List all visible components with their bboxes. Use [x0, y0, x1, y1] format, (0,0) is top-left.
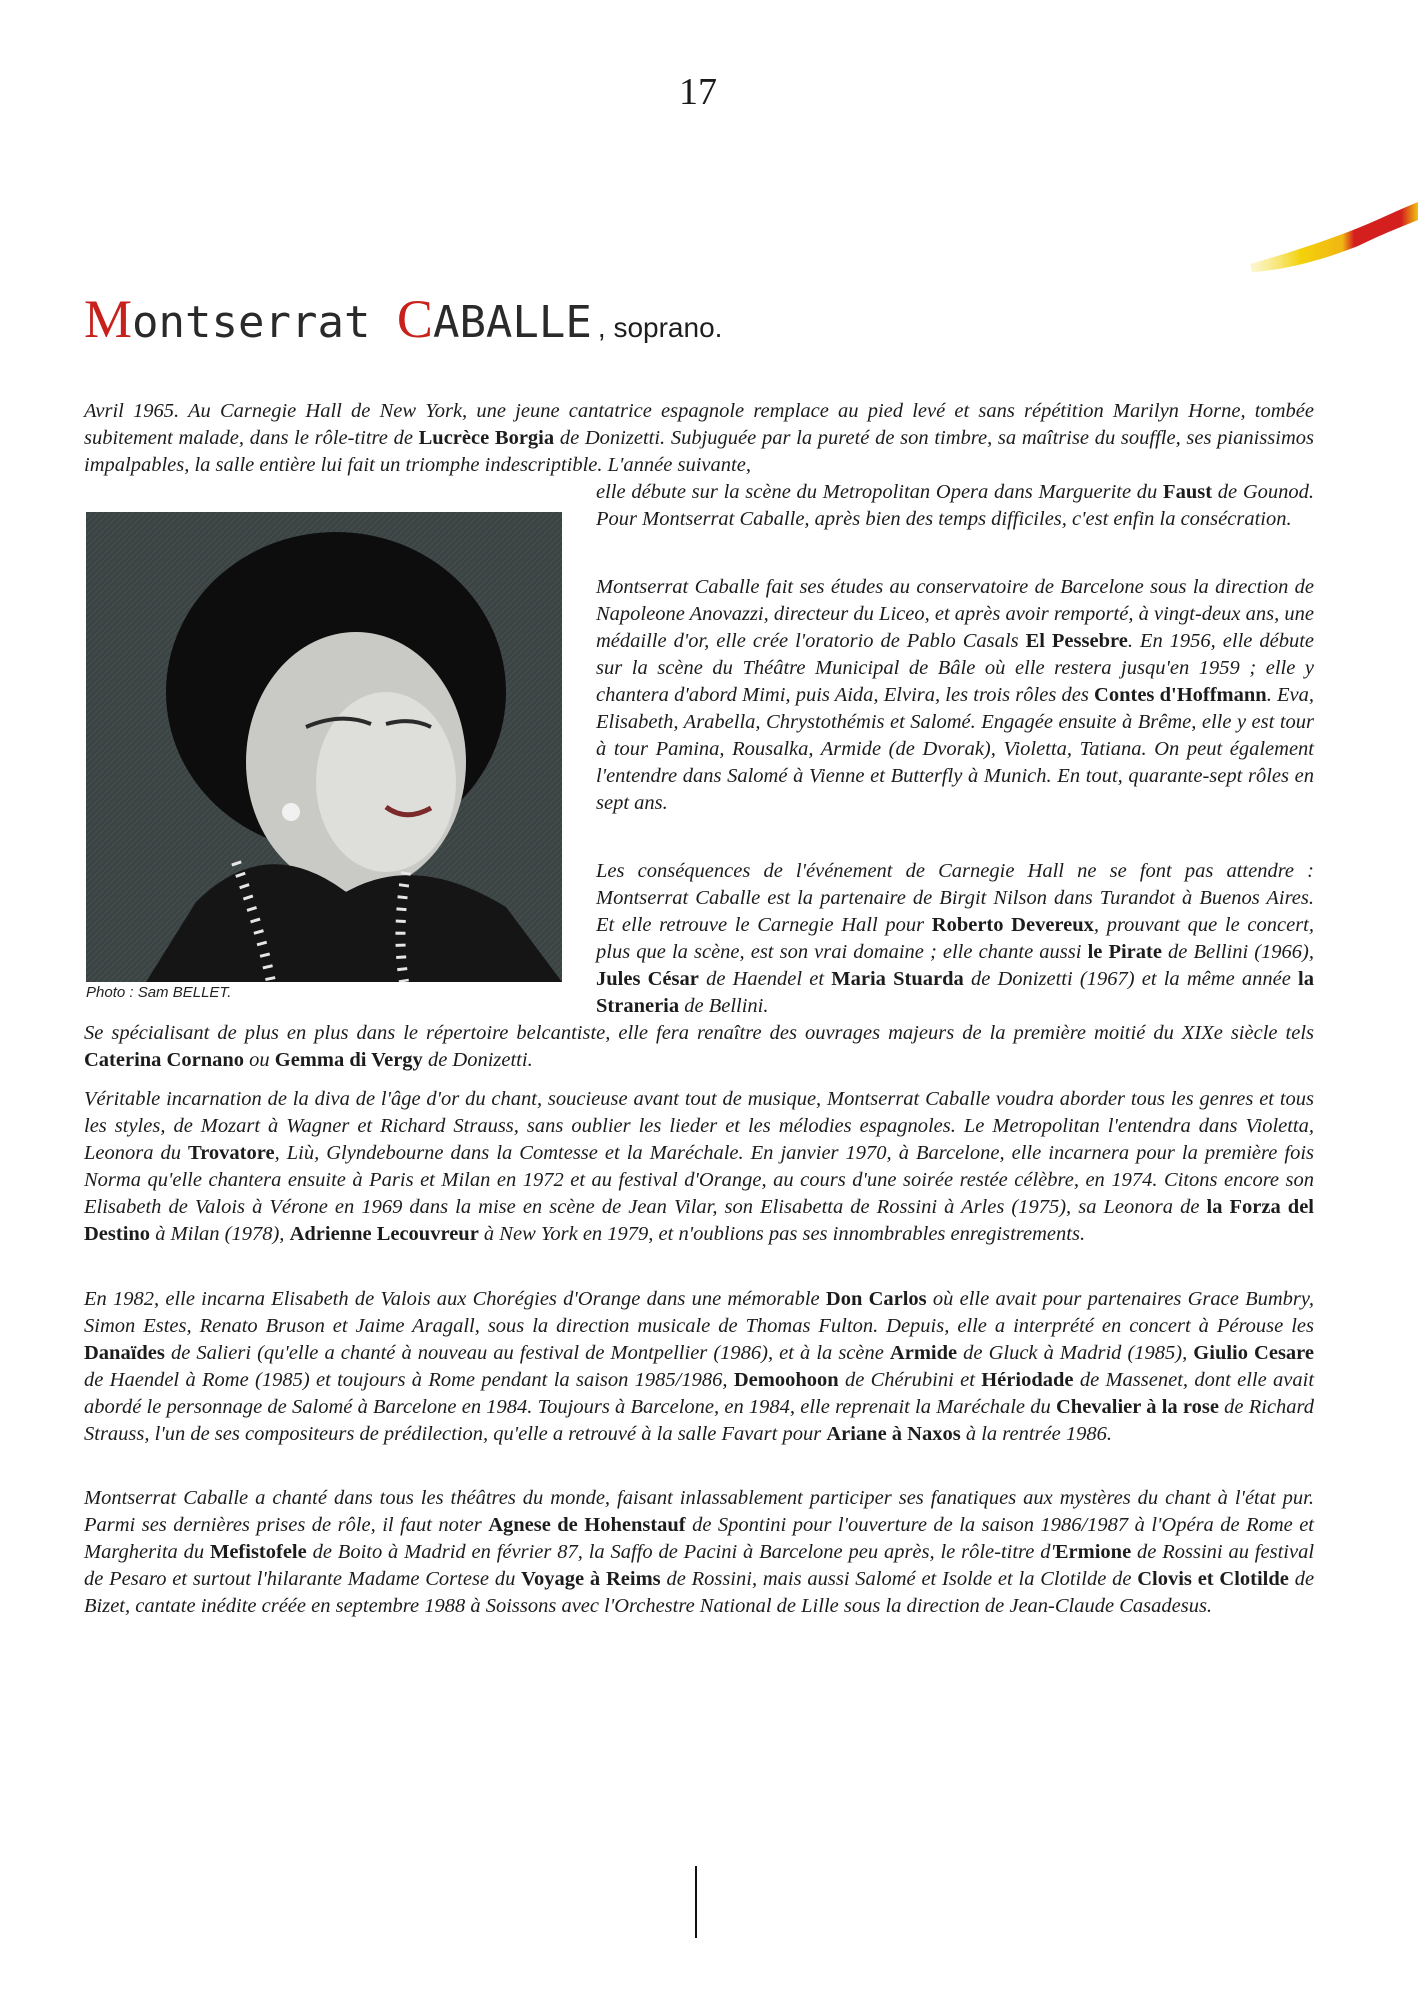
- text: de Rossini, mais aussi Salomé et Isolde et la Clotilde de: [666, 1568, 1132, 1590]
- work-title: Lucrèce Borgia: [418, 427, 555, 449]
- work-title: Don Carlos: [825, 1288, 927, 1310]
- text: de Bizet, cantate inédite créée en septembre 1988 à Soissons avec l'Orchestre National de Lille sous la direction de Jean-Claude Casadesus.: [84, 1568, 1315, 1617]
- text: de Bellini (1966),: [1168, 941, 1315, 963]
- text: , prouvant que le concert, plus que la scène, est son vrai domaine ; elle chante aussi: [596, 914, 1314, 963]
- text: Montserrat Caballe fait ses études au conservatoire de Barcelone sous la direction de Napoleone Anovazzi, directeur du Liceo, et après avoir remporté, à vingt-deux ans, une médaille d'or, elle crée l'oratorio de Pablo Casals: [596, 576, 1314, 652]
- text: Montserrat Caballe a chanté dans tous les théâtres du monde, faisant inlassablement participer ses fanatiques aux mystères du chant à l'état pur. Parmi ses dernières prises de rôle, il faut noter: [84, 1487, 1314, 1536]
- work-title: Gemma di Vergy: [274, 1049, 423, 1071]
- text: de Gluck à Madrid (1985),: [963, 1342, 1188, 1364]
- work-title: Chevalier à la rose: [1055, 1396, 1219, 1418]
- paragraph-intro-continued: [596, 479, 1314, 533]
- work-title: la Straneria: [596, 968, 1314, 1017]
- title-last-name: ABALLE: [432, 297, 592, 348]
- text: de Bellini.: [684, 995, 769, 1017]
- portrait-illustration: [86, 512, 562, 982]
- page-footer-rule: [695, 1866, 697, 1938]
- work-title: le Pirate: [1087, 941, 1162, 963]
- text: de Rossini au festival de Pesaro et surtout l'hilarante Madame Cortese du: [84, 1541, 1315, 1590]
- text: à New York en 1979, et n'oublions pas ses innombrables enregistrements.: [483, 1223, 1086, 1245]
- text: de Boito à Madrid en février 87, la Saffo de Pacini à Barcelone peu après, le rôle-titre d': [312, 1541, 1055, 1563]
- paragraph-belcanto: [84, 1020, 1314, 1074]
- work-title: Adrienne Lecouvreur: [289, 1223, 479, 1245]
- text: où elle avait pour partenaires Grace Bumbry, Simon Estes, Renato Bruson et Jaime Aragall, sous la direction musicale de Thomas Fulton. Depuis, elle a interprété en concert à Pérouse les: [84, 1288, 1314, 1337]
- paragraph-studies: [596, 574, 1314, 817]
- title-first-initial: M: [84, 289, 133, 349]
- text: Les conséquences de l'événement de Carnegie Hall ne se font pas attendre : Montserrat Caballe est la partenaire de Birgit Nilson dans Turandot à Buenos Aires. Et elle retrouve le Carnegie Hall pour: [596, 860, 1314, 936]
- page-number: 17: [679, 71, 717, 113]
- text: ou: [249, 1049, 270, 1071]
- text: . En 1956, elle débute sur la scène du Théâtre Municipal de Bâle où elle restera jusqu'en 1959 ; elle y chantera d'abord Mimi, puis Aida, Elvira, les trois rôles des: [596, 630, 1314, 706]
- text: à la rentrée 1986.: [965, 1423, 1112, 1445]
- text: à Milan (1978),: [155, 1223, 285, 1245]
- brush-stroke-decoration: [1248, 198, 1420, 274]
- work-title: Hériodade: [981, 1369, 1074, 1391]
- text: Se spécialisant de plus en plus dans le répertoire belcantiste, elle fera renaître des ouvrages majeurs de la première moitié du XIXe siècle tels: [84, 1022, 1314, 1044]
- work-title: Voyage à Reims: [521, 1568, 661, 1590]
- text: de Massenet, dont elle avait abordé le personnage de Salomé à Barcelone en 1984. Toujours à Barcelone, en 1984, elle reprenait la Maréchale du: [84, 1369, 1315, 1418]
- text: Véritable incarnation de la diva de l'âge d'or du chant, soucieuse avant tout de musique, Montserrat Caballe voudra aborder tous les genres et tous les styles, de Mozart à Wagner et Richard Strauss, sans oublier les lieder et les mélodies espagnoles. Le Metropolitan l'entendra dans Violetta, Leonora du: [84, 1088, 1314, 1164]
- text: elle débute sur la scène du Metropolitan Opera dans Marguerite du: [596, 481, 1158, 503]
- title-first-name: ontserrat: [132, 297, 397, 348]
- work-title: El Pessebre: [1025, 630, 1128, 652]
- photo-caption: Photo : Sam BELLET.: [86, 984, 232, 1001]
- work-title: Mefistofele: [209, 1541, 307, 1563]
- text: de Gounod. Pour Montserrat Caballe, après bien des temps difficiles, c'est enfin la consécration.: [596, 481, 1315, 530]
- work-title: Giulio Cesare: [1193, 1342, 1314, 1364]
- text: de Spontini pour l'ouverture de la saison 1986/1987 à l'Opéra de Rome et Margherita du: [84, 1514, 1315, 1563]
- portrait-photo: [86, 512, 562, 982]
- paragraph-diva: [84, 1086, 1314, 1248]
- text: Avril 1965. Au Carnegie Hall de New York, une jeune cantatrice espagnole remplace au pied levé et sans répétition Marilyn Horne, tombée subitement malade, dans le rôle-titre de: [84, 400, 1314, 449]
- title-role: , soprano.: [597, 312, 723, 343]
- text: . Eva, Elisabeth, Arabella, Chrystothémis et Salomé. Engagée ensuite à Brême, elle y est tour à tour Pamina, Rousalka, Armide (de Dvorak), Violetta, Tatiana. On peut également l'entendre dans Salomé à Vienne et Butterfly à Munich. En tout, quarante-sept rôles en sept ans.: [596, 684, 1315, 814]
- work-title: Agnese de Hohenstauf: [488, 1514, 686, 1536]
- work-title: Trovatore: [188, 1142, 275, 1164]
- paragraph-intro: [84, 398, 1314, 479]
- work-title: Roberto Devereux: [931, 914, 1094, 936]
- work-title: Ariane à Naxos: [826, 1423, 961, 1445]
- work-title: Armide: [889, 1342, 958, 1364]
- text: de Donizetti (1967) et la même année: [970, 968, 1291, 990]
- text: de Donizetti. Subjuguée par la pureté de son timbre, sa maîtrise du souffle, ses pianissimos impalpables, la salle entière lui fait un triomphe indescriptible. L'année suivante,: [84, 427, 1315, 476]
- work-title: Caterina Cornano: [84, 1049, 245, 1071]
- work-title: Clovis et Clotilde: [1137, 1568, 1289, 1590]
- work-title: Ermione: [1054, 1541, 1132, 1563]
- text: de Richard Strauss, l'un de ses compositeurs de prédilection, qu'elle a retrouvé à la salle Favart pour: [84, 1396, 1315, 1445]
- paragraph-theatres: [84, 1485, 1314, 1620]
- work-title: Demoohoon: [733, 1369, 839, 1391]
- text: , Liù, Glyndebourne dans la Comtesse et la Maréchale. En janvier 1970, à Barcelone, elle incarnera pour la première fois Norma qu'elle chantera ensuite à Paris et Milan en 1972 et au festival d'Orange, au cours d'une soirée restée célèbre, en 1974. Citons encore son Elisabeth de Valois à Vérone en 1969 dans la mise en scène de Jean Vilar, son Elisabetta de Rossini à Arles (1975), sa Leonora de: [84, 1142, 1314, 1218]
- work-title: Jules César: [596, 968, 699, 990]
- paragraph-consequences: [596, 858, 1314, 1020]
- text: de Donizetti.: [427, 1049, 533, 1071]
- text: de Haendel et: [706, 968, 825, 990]
- text: de Haendel à Rome (1985) et toujours à Rome pendant la saison 1985/1986,: [84, 1369, 728, 1391]
- work-title: Maria Stuarda: [831, 968, 964, 990]
- title-last-initial: C: [396, 289, 433, 349]
- work-title: Danaïdes: [84, 1342, 165, 1364]
- work-title: la Forza del Destino: [84, 1196, 1314, 1245]
- paragraph-1982: [84, 1286, 1314, 1448]
- work-title: Contes d'Hoffmann: [1094, 684, 1267, 706]
- page-title: [84, 288, 722, 350]
- text: de Chérubini et: [844, 1369, 975, 1391]
- work-title: Faust: [1163, 481, 1213, 503]
- text: En 1982, elle incarna Elisabeth de Valois aux Chorégies d'Orange dans une mémorable: [84, 1288, 820, 1310]
- text: de Salieri (qu'elle a chanté à nouveau au festival de Montpellier (1986), et à la scène: [170, 1342, 884, 1364]
